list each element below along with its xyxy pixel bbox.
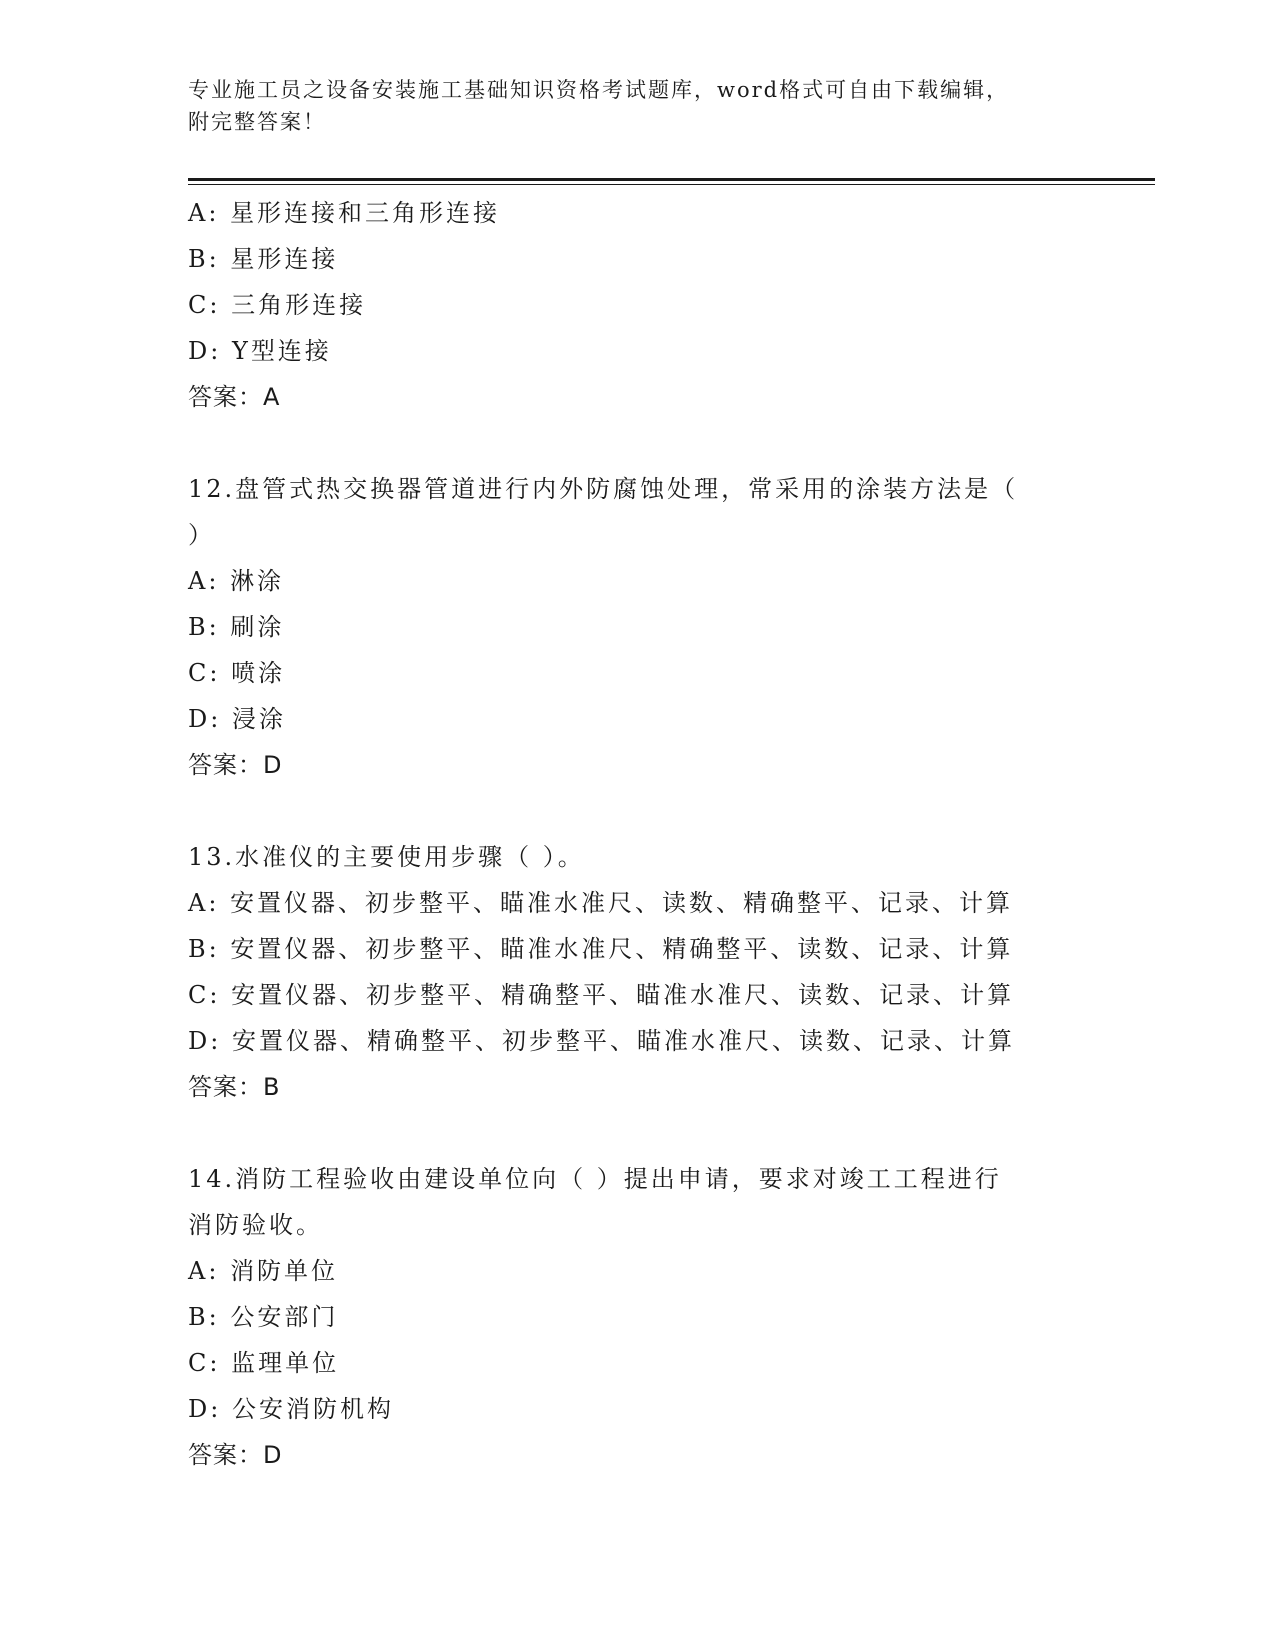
option-text: 星形连接和三角形连接 <box>230 199 501 227</box>
spacer <box>188 788 1088 834</box>
option-d <box>188 696 1088 742</box>
question-text-continued: ） <box>188 521 215 549</box>
question-13 <box>188 834 1088 1110</box>
option-text: 公安消防机构 <box>231 1395 394 1423</box>
question-text: 13.水准仪的主要使用步骤（ ）。 <box>188 843 585 871</box>
question-text: 14.消防工程验收由建设单位向（ ）提出申请，要求对竣工工程进行 <box>188 1165 1002 1193</box>
option-letter: A: <box>188 889 220 917</box>
option-c <box>188 650 1088 696</box>
option-letter: B: <box>188 245 220 273</box>
option-d <box>188 1386 1088 1432</box>
option-letter: C: <box>188 1349 221 1377</box>
option-b <box>188 236 1088 282</box>
option-text: 星形连接 <box>230 245 339 273</box>
option-text: Y型连接 <box>231 337 332 365</box>
option-text: 公安部门 <box>230 1303 339 1331</box>
option-b <box>188 1294 1088 1340</box>
option-letter: B: <box>188 935 220 963</box>
option-b <box>188 926 1088 972</box>
option-text: 监理单位 <box>231 1349 340 1377</box>
option-letter: C: <box>188 981 221 1009</box>
header-divider-thick <box>188 178 1155 181</box>
question-list <box>188 190 1088 1478</box>
option-text: 安置仪器、初步整平、精确整平、瞄准水准尺、读数、记录、计算 <box>231 981 1015 1009</box>
option-letter: D: <box>188 337 222 365</box>
option-d <box>188 1018 1088 1064</box>
question-11 <box>188 190 1088 420</box>
option-text: 淋涂 <box>230 567 285 595</box>
option-text: 三角形连接 <box>231 291 367 319</box>
option-letter: A: <box>188 567 220 595</box>
option-letter: D: <box>188 1395 222 1423</box>
option-c <box>188 282 1088 328</box>
option-letter: D: <box>188 1027 222 1055</box>
question-text-continued: 消防验收。 <box>188 1211 323 1239</box>
spacer <box>188 420 1088 466</box>
option-a <box>188 190 1088 236</box>
option-text: 安置仪器、初步整平、瞄准水准尺、精确整平、读数、记录、计算 <box>230 935 1014 963</box>
answer-line: 答案：D <box>188 751 283 779</box>
option-text: 喷涂 <box>231 659 286 687</box>
option-letter: B: <box>188 613 220 641</box>
header-line-1: 专业施工员之设备安装施工基础知识资格考试题库，word格式可自由下载编辑， <box>188 78 1010 102</box>
option-text: 安置仪器、精确整平、初步整平、瞄准水准尺、读数、记录、计算 <box>231 1027 1015 1055</box>
spacer <box>188 1110 1088 1156</box>
option-a <box>188 1248 1088 1294</box>
option-c <box>188 1340 1088 1386</box>
header-line-2: 附完整答案！ <box>188 110 326 134</box>
question-12 <box>188 466 1088 788</box>
option-letter: B: <box>188 1303 220 1331</box>
option-a <box>188 880 1088 926</box>
answer-line: 答案：B <box>188 1073 281 1101</box>
option-c <box>188 972 1088 1018</box>
option-d <box>188 328 1088 374</box>
option-text: 刷涂 <box>230 613 285 641</box>
answer-line: 答案：A <box>188 383 281 411</box>
option-text: 浸涂 <box>231 705 286 733</box>
option-text: 消防单位 <box>230 1257 339 1285</box>
question-text: 12.盘管式热交换器管道进行内外防腐蚀处理，常采用的涂装方法是（ <box>188 475 1019 503</box>
option-text: 安置仪器、初步整平、瞄准水准尺、读数、精确整平、记录、计算 <box>230 889 1014 917</box>
option-a <box>188 558 1088 604</box>
option-b <box>188 604 1088 650</box>
question-14 <box>188 1156 1088 1478</box>
option-letter: C: <box>188 659 221 687</box>
document-header <box>188 74 1088 138</box>
option-letter: C: <box>188 291 221 319</box>
answer-line: 答案：D <box>188 1441 283 1469</box>
option-letter: D: <box>188 705 222 733</box>
header-divider-thin <box>188 184 1155 185</box>
option-letter: A: <box>188 1257 220 1285</box>
option-letter: A: <box>188 199 220 227</box>
